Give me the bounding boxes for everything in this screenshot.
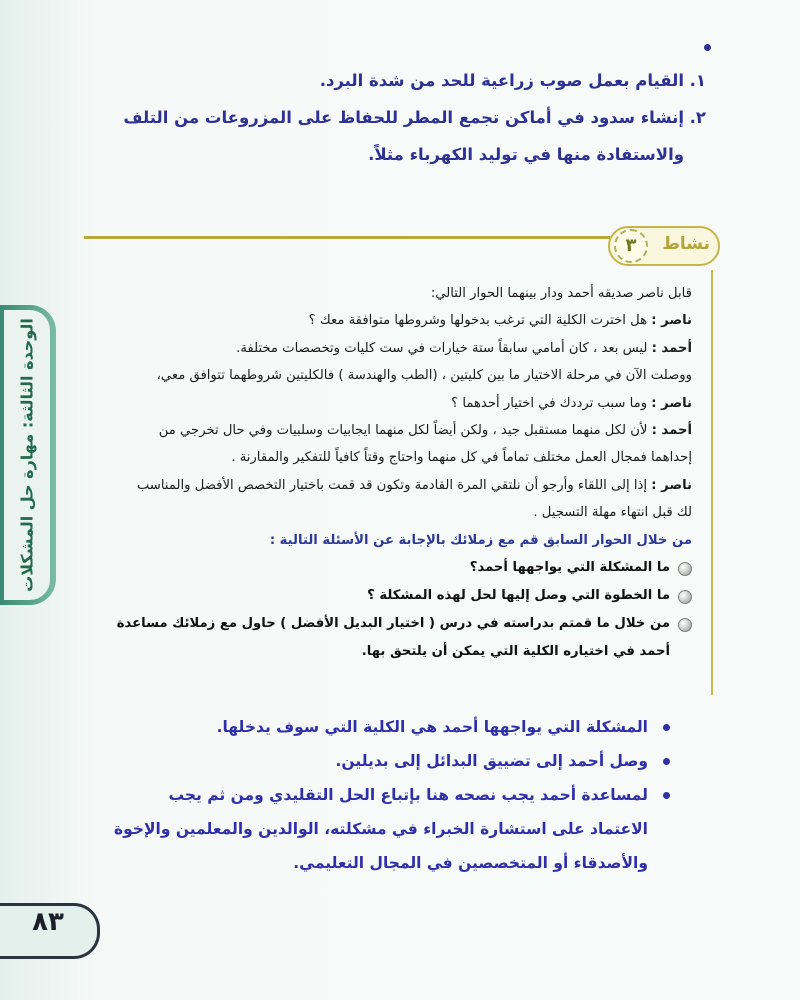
answer-item bbox=[112, 710, 672, 744]
dialogue-line bbox=[92, 444, 692, 471]
question-text: من خلال ما قمتم بدراسته في درس ( اختيار البديل الأفضل ) حاول مع زملائك مساعدة bbox=[116, 615, 670, 631]
unit-title: الوحدة الثالثة: مهارة حل المشكلات bbox=[17, 318, 37, 592]
dialogue-text: هل اخترت الكلية التي ترغب بدخولها وشروطها متوافقة معك ؟ bbox=[308, 313, 648, 329]
dialogue-line bbox=[92, 280, 692, 307]
question-bullet-icon bbox=[678, 562, 692, 576]
dialogue-line bbox=[92, 335, 692, 362]
question-continuation: أحمد في اختياره الكلية التي يمكن أن يلتحق بها. bbox=[361, 643, 670, 659]
activity-number: ٣ bbox=[614, 229, 648, 263]
list-text: القيام بعمل صوب زراعية للحد من شدة البرد. bbox=[319, 71, 684, 90]
speaker-name: ناصر : bbox=[651, 313, 692, 329]
dialogue-text: ليس بعد ، كان أمامي سابقاً ستة خيارات في ست كليات وتخصصات مختلفة. bbox=[236, 340, 648, 356]
question-text: ما الخطوة التي وصل إليها لحل لهذه المشكلة ؟ bbox=[367, 587, 670, 603]
questions-heading: من خلال الحوار السابق قم مع زملائك بالإجابة عن الأسئلة التالية : bbox=[269, 532, 692, 548]
question-bullet-icon bbox=[678, 590, 692, 604]
question-item bbox=[92, 554, 692, 582]
dialogue-line bbox=[92, 362, 692, 389]
dialogue-line bbox=[92, 472, 692, 499]
question-bullet-icon bbox=[678, 618, 692, 632]
answer-item bbox=[112, 778, 672, 880]
dialogue-line bbox=[92, 307, 692, 334]
bullet-dot bbox=[663, 724, 670, 731]
dialogue-line bbox=[92, 499, 692, 526]
dialogue-text: لك قبل انتهاء مهلة التسجيل . bbox=[533, 505, 692, 521]
question-item bbox=[92, 610, 692, 638]
dialogue-text: وما سبب ترددك في اختيار أحدهما ؟ bbox=[451, 395, 648, 411]
activity-divider bbox=[84, 236, 610, 239]
answer-item bbox=[112, 744, 672, 778]
speaker-name: ناصر : bbox=[651, 477, 692, 493]
activity-badge bbox=[608, 226, 720, 266]
speaker-name: أحمد : bbox=[651, 423, 692, 439]
answer-text: لمساعدة أحمد يجب نصحه هنا بإتباع الحل التقليدي ومن ثم يجب الاعتماد على استشارة الخبراء في مشكلته، الوالدين والمعلمين والإخوة والأصدقاء أو المتخصصين في المجال التعليمي. bbox=[113, 786, 648, 872]
answer-text: المشكلة التي يواجهها أحمد هي الكلية التي سوف يدخلها. bbox=[216, 718, 648, 736]
bullet-dot bbox=[704, 44, 711, 51]
dialogue-text: إحداهما فمجال العمل مختلف تماماً في كل منهما واحتاج وقتاً كافياً للتفكير والمقارنة . bbox=[231, 450, 692, 466]
list-item bbox=[66, 62, 706, 99]
bullet-dot bbox=[663, 792, 670, 799]
question-item bbox=[92, 582, 692, 610]
answers-list bbox=[112, 710, 672, 880]
answer-text: وصل أحمد إلى تضييق البدائل إلى بديلين. bbox=[335, 752, 648, 770]
dialogue-text: لأن لكل منهما مستقبل جيد ، ولكن أيضاً لكل منهما ايجابيات وسلبيات وفي حال تخرجي من bbox=[158, 423, 648, 439]
activity-label: نشاط bbox=[662, 234, 710, 254]
dialogue-text: ووصلت الآن في مرحلة الاختيار ما بين كليتين ، (الطب والهندسة ) فالكليتين شروطهما تتوافق معي، bbox=[156, 368, 692, 384]
list-number: ٢. bbox=[689, 108, 706, 127]
top-solutions-list bbox=[66, 62, 706, 173]
list-item bbox=[66, 99, 706, 173]
dialogue-block bbox=[92, 280, 692, 666]
bullet-dot bbox=[663, 758, 670, 765]
dialogue-text: إذا إلى اللقاء وأرجو أن نلتقي المرة القادمة وتكون قد قمت باختيار التخصص الأفضل والمناسب bbox=[136, 477, 648, 493]
list-number: ١. bbox=[689, 71, 706, 90]
speaker-name: ناصر : bbox=[651, 395, 692, 411]
activity-side-rule bbox=[711, 270, 713, 695]
dialogue-line bbox=[92, 390, 692, 417]
list-text: إنشاء سدود في أماكن تجمع المطر للحفاظ على المزروعات من التلف والاستفادة منها في توليد الكهرباء مثلاً. bbox=[123, 108, 684, 164]
dialogue-text: قابل ناصر صديقه أحمد ودار بينهما الحوار التالي: bbox=[430, 286, 692, 301]
speaker-name: أحمد : bbox=[651, 340, 692, 356]
question-text: ما المشكلة التي يواجهها أحمد؟ bbox=[469, 559, 670, 575]
dialogue-line bbox=[92, 417, 692, 444]
page-number: ٨٣ bbox=[32, 907, 64, 937]
